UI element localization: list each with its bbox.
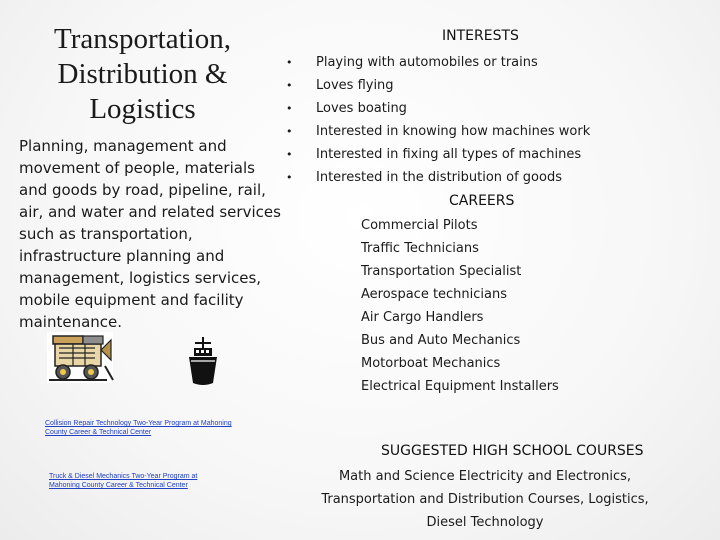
- interest-item: • Interested in fixing all types of machines: [286, 143, 590, 166]
- truck-diesel-program-link[interactable]: Truck & Diesel Mechanics Two-Year Program at Mahoning County Career & Technical Center: [49, 473, 198, 489]
- interest-item: • Playing with automobiles or trains: [286, 51, 590, 74]
- career-item: Motorboat Mechanics: [361, 356, 501, 371]
- machinery-clipart-icon: [45, 330, 115, 385]
- career-item: Electrical Equipment Installers: [361, 379, 559, 394]
- bullet-icon: •: [286, 56, 293, 69]
- interest-item: • Loves boating: [286, 97, 590, 120]
- bullet-icon: •: [286, 125, 293, 138]
- careers-heading: CAREERS: [449, 193, 515, 209]
- courses-heading: SUGGESTED HIGH SCHOOL COURSES: [381, 443, 644, 459]
- title-line-2: Distribution &: [57, 58, 228, 90]
- interests-list: [286, 51, 590, 189]
- courses-text: Math and Science Electricity and Electronics, Transportation and Distribution Courses, Logistics, Diesel Technology: [321, 469, 649, 530]
- page-title: [30, 22, 255, 127]
- ship-clipart-icon: [185, 335, 221, 387]
- careers-list: [361, 214, 559, 398]
- interest-item: • Interested in knowing how machines work: [286, 120, 590, 143]
- cluster-description: Planning, management and movement of people, materials and goods by road, pipeline, rail, air, and water and related services such as transportation, infrastructure planning and management, logistics services, mobile equipment and facility maintenance.: [19, 137, 281, 331]
- bullet-icon: •: [286, 171, 293, 184]
- title-line-3: Logistics: [89, 93, 196, 125]
- title-line-1: Transportation,: [54, 23, 231, 55]
- interests-heading: INTERESTS: [442, 28, 519, 44]
- bullet-icon: •: [286, 148, 293, 161]
- career-item: Bus and Auto Mechanics: [361, 333, 521, 348]
- career-item: Commercial Pilots: [361, 218, 478, 233]
- bullet-icon: •: [286, 102, 293, 115]
- career-item: Air Cargo Handlers: [361, 310, 484, 325]
- career-item: Transportation Specialist: [361, 264, 522, 279]
- collision-repair-program-link[interactable]: Collision Repair Technology Two-Year Program at Mahoning County Career & Technical Center: [45, 420, 232, 436]
- interest-item: • Interested in the distribution of goods: [286, 166, 590, 189]
- bullet-icon: •: [286, 79, 293, 92]
- career-item: Traffic Technicians: [361, 241, 479, 256]
- interest-item: • Loves flying: [286, 74, 590, 97]
- career-item: Aerospace technicians: [361, 287, 508, 302]
